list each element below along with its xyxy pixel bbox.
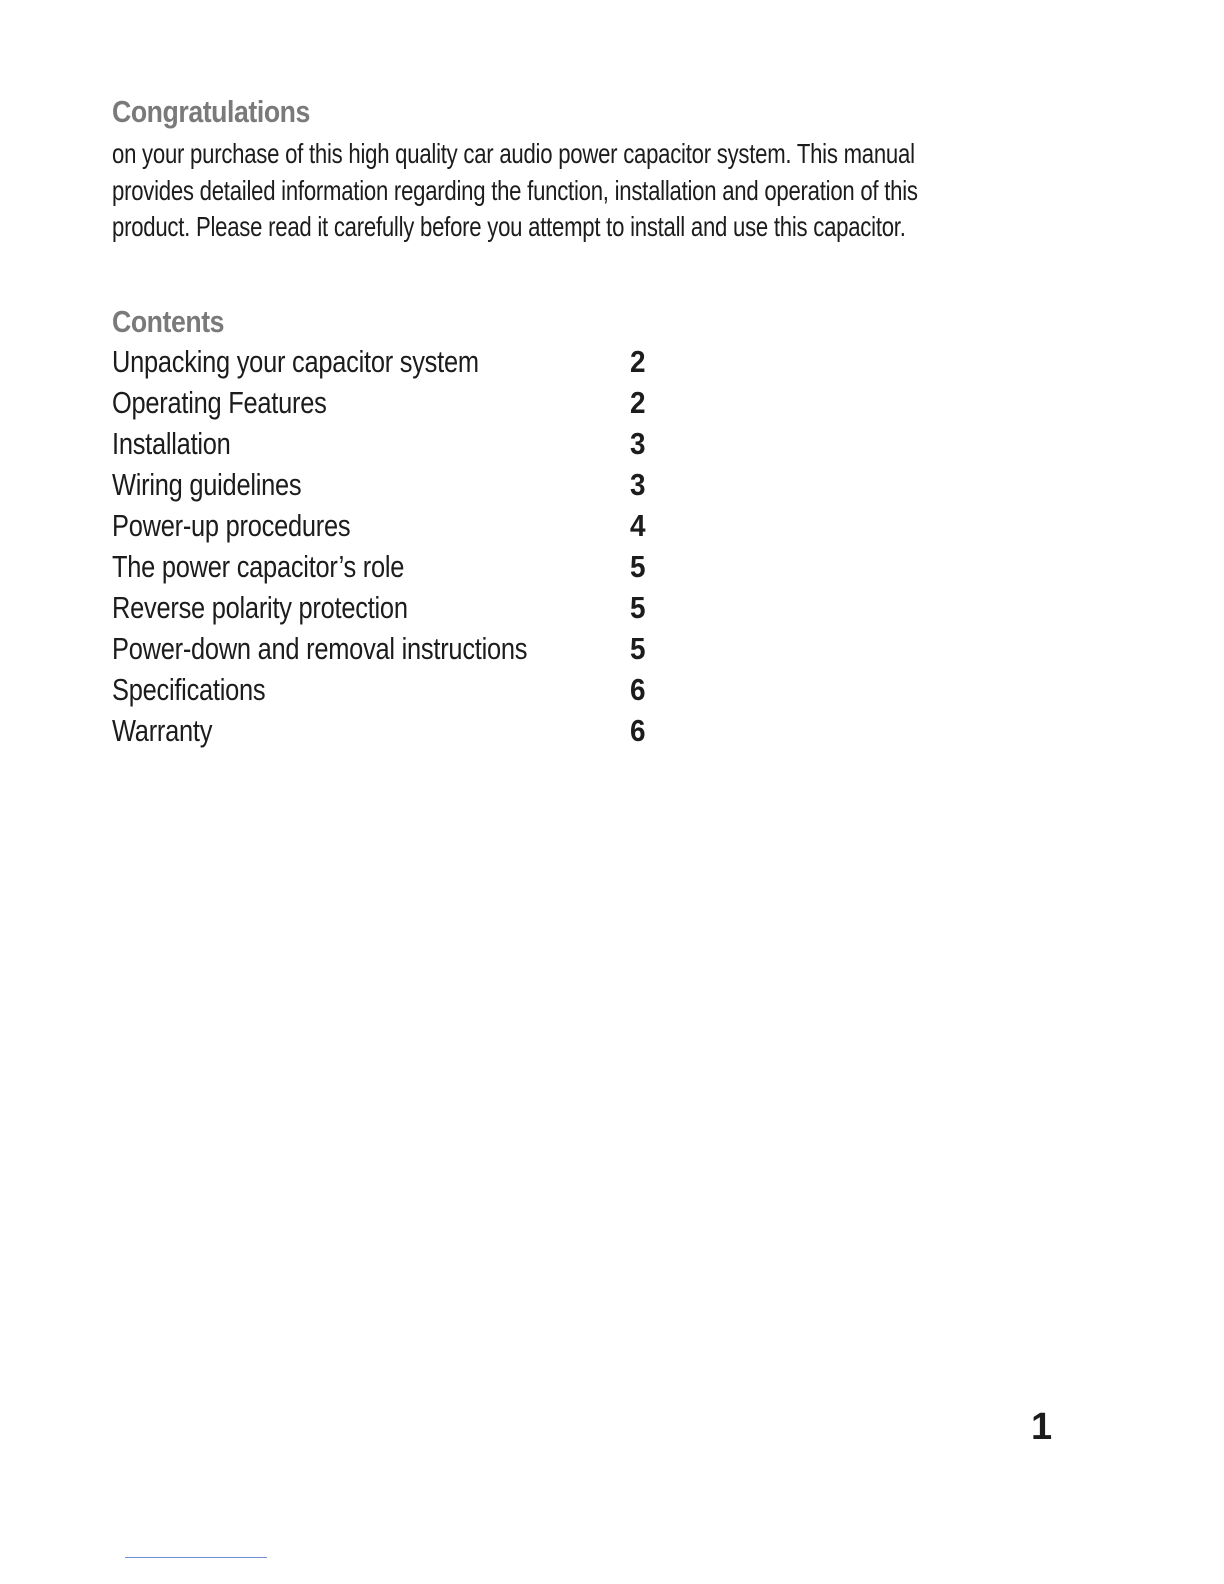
- toc-entry-specifications: [112, 671, 672, 712]
- toc-entry-title: Operating Features: [112, 385, 327, 420]
- toc-entry-title: Unpacking your capacitor system: [112, 344, 479, 379]
- toc-entry-title: Specifications: [112, 672, 266, 707]
- toc-entry-title: Power-down and removal instructions: [112, 631, 528, 666]
- toc-entry-title: Installation: [112, 426, 231, 461]
- toc-entry-page: 3: [630, 467, 646, 502]
- toc-entry-title: The power capacitor’s role: [112, 549, 405, 584]
- toc-entry-page: 2: [630, 385, 646, 420]
- intro-paragraph: [112, 136, 1078, 246]
- toc-entry-title: Power-up procedures: [112, 508, 351, 543]
- toc-entry-reverse-polarity: [112, 589, 672, 630]
- toc-entry-power-down: [112, 630, 672, 671]
- footer-rule: [125, 1557, 267, 1558]
- toc-entry-page: 5: [630, 590, 646, 625]
- toc-entry-page: 3: [630, 426, 646, 461]
- toc-entry-title: Warranty: [112, 713, 213, 748]
- intro-line: on your purchase of this high quality car audio power capacitor system. This manual: [112, 138, 915, 169]
- toc-entry-page: 6: [630, 713, 646, 748]
- toc-entry-power-up: [112, 507, 672, 548]
- congratulations-heading: Congratulations: [112, 94, 310, 129]
- toc-entry-title: Reverse polarity protection: [112, 590, 408, 625]
- intro-line: provides detailed information regarding the function, installation and operation of this: [112, 174, 918, 206]
- toc-entry-capacitor-role: [112, 548, 672, 589]
- toc-entry-wiring-guidelines: [112, 466, 672, 507]
- intro-line: product. Please read it carefully before you attempt to install and use this capacitor.: [112, 211, 906, 242]
- toc-entry-page: 5: [630, 549, 646, 584]
- toc-entry-operating-features: [112, 384, 672, 425]
- toc-entry-page: 6: [630, 672, 646, 707]
- page-number: 1: [1031, 1406, 1053, 1448]
- toc-entry-unpacking: [112, 343, 672, 384]
- toc-entry-warranty: [112, 712, 672, 753]
- contents-heading: Contents: [112, 304, 225, 339]
- table-of-contents: [112, 343, 672, 753]
- toc-entry-page: 5: [630, 631, 646, 666]
- toc-entry-page: 4: [630, 508, 646, 543]
- toc-entry-installation: [112, 425, 672, 466]
- toc-entry-title: Wiring guidelines: [112, 467, 302, 502]
- toc-entry-page: 2: [630, 344, 646, 379]
